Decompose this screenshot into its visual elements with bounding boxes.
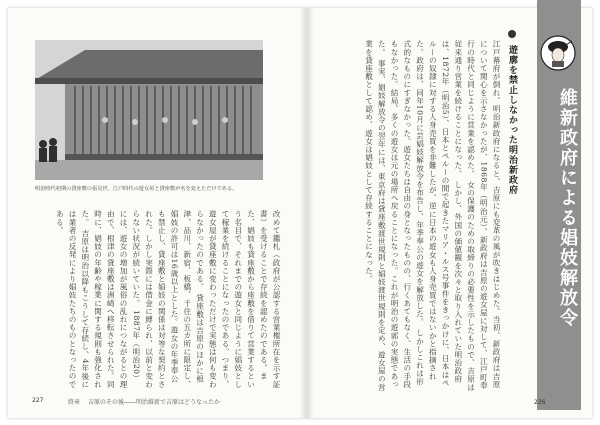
geisha-illustration-icon [540,35,576,71]
page-number-left: 227 [32,397,44,404]
body-text-right: 江戸幕府が倒れ、明治新政府になると、吉原にも変革の風が吹きはじめた。当初、新政府は吉原について関心を示さなかったが、1868年（明治元）、新政府は吉原の遊女屋に対して、江戸町奉行の時代と同じように営業を認めた。 女の保護のための取締りの必要性を示したもので、吉原は従来通り営業を続けることになった。 しかし、外国の価値観を次々と取り入れていた明治政府は、1872年（明治5）、日本とペルーの間で起きたマリア・ルス号事件をきっかけに、日本はペルーの奴隷に対する人身売買を非難したが、逆に日本の遊女も人身売買ではないかと指摘された。政府は、同年10月に芸娼妓解放令を布告し、年季奉公の遊女を解放した。 しかしこれは形式的なものにすぎなかった。遊女たちは自由の身となったものの、行くあてもなく、生活の手段もなかった。結局、多くの遊女は元の場所へ戻ることになった。これが明治の遊郭の実態であった。 事実、娼妓解放令の翌年には、東京府は貸座敷渡世規則と娼妓渡世規則を定め、遊女屋の営業を貸座敷として認め、遊女は娼妓として存続することになった。 [364,40,501,392]
body-text-left: 改めて鑑札（政府が公認する営業権所在を示す証書）を受けることで存続を認めたのである。また、娼妓も貸座敷から座敷を借りて営業するという名目で、それまでの遊女と同じように娼妓として稼業を続けることになったのである。つまり、遊女屋が貸座敷に変わっただけで実態は何も変わらなかったのである。 貸座敷は吉原のほかに根津、品川、新宿、板橋、千住の五カ所に限定し、娼妓の許可は16歳以上とした。遊女の年季奉公も禁止し、貸座敷と娼妓の関係は対等な契約とされた。しかし実際には借金に縛られ、以前と変わらない状況が続いていた。 1887年（明治20）には、遊女の増加が風俗の乱れにつながるとの理由で、根津の貸座敷は洲崎へ移転させられた。同時に、娼妓の年齢や稼業に関する規則も強化された。 吉原は明治以降もこうして存続し、4年後には業者の反発により娼妓たちのものとなったのである。 [55,210,281,389]
section-heading-block [506,30,522,230]
chapter-title: 維新政府による娼妓解放令 [557,88,578,328]
running-title: 吉原のその後――明治維新で吉原はどうなったか [87,399,220,406]
bullet-icon [508,30,516,38]
photo-image [35,40,263,180]
photo-caption: 明治時代初期の貸座敷の張見世。江戸時代の遊女屋と貸座敷が名を変えただけである。 [35,186,238,192]
chapter-label: 終章 [68,399,81,406]
running-footer-left [68,397,220,406]
section-heading: 遊廓を禁止しなかった明治新政府 [507,45,517,196]
historical-photo [35,40,263,180]
page-number-right: 226 [534,399,546,406]
